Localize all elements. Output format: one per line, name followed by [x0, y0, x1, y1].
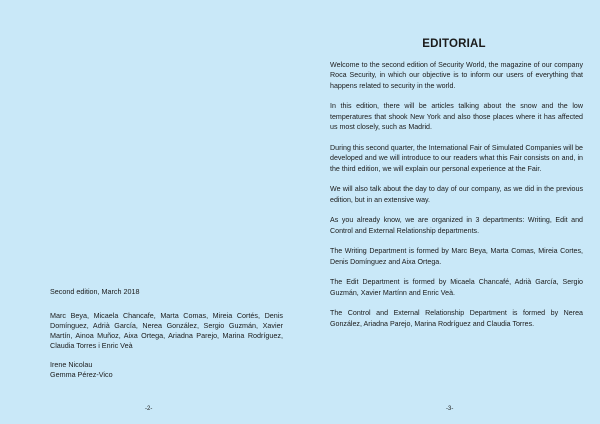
editorial-paragraph: Welcome to the second edition of Security World, the magazine of our company Roca Security, in which our objective is to inform our users of everything that happens related to security in the world.: [330, 61, 583, 90]
page-number-left: -2-: [145, 406, 153, 412]
editors-list: [50, 360, 250, 380]
edition-line: Second edition, March 2018: [50, 287, 140, 296]
editorial-body: [330, 60, 583, 339]
page-title: EDITORIAL: [422, 38, 486, 50]
right-page: [300, 0, 600, 424]
editorial-paragraph: The Edit Department is formed by Micaela Chancafé, Adrià García, Sergio Guzmán, Xavier Martínn and Enric Veà.: [330, 278, 583, 297]
page-number-right: -3-: [446, 406, 454, 412]
editorial-paragraph: The Writing Department is formed by Marc Beya, Marta Comas, Mireia Cortes, Denis Domínguez and Aixa Ortega.: [330, 247, 583, 266]
authors-list: Marc Beya, Micaela Chancafe, Marta Comas, Mireia Cortés, Denis Domínguez, Adrià García, Nerea González, Sergio Guzmán, Xavier Martín, Ainoa Muñoz, Aixa Ortega, Ariadna Parejo, Marina Rodríguez, Claudia Torres i Enric Veà: [50, 311, 283, 350]
editorial-paragraph: The Control and External Relationship Department is formed by Nerea González, Ariadna Parejo, Marina Rodríguez and Claudia Torres.: [330, 309, 583, 328]
editorial-paragraph: As you already know, we are organized in 3 departments: Writing, Edit and Control and External Relationship departments.: [330, 216, 583, 235]
editorial-paragraph: We will also talk about the day to day of our company, as we did in the previous edition, but in an extensive way.: [330, 185, 583, 204]
editorial-paragraph: During this second quarter, the International Fair of Simulated Companies will be developed and we will introduce to our readers what this Fair consists on and, in the third edition, we will explain our personal experience at the Fair.: [330, 143, 583, 173]
editor-name: Irene Nicolau: [50, 360, 93, 369]
editorial-paragraph: In this edition, there will be articles talking about the snow and the low temperatures that shook New York and also those places where it has affected us most closely, such as Madrid.: [330, 102, 583, 132]
editor-name: Gemma Pérez-Vico: [50, 370, 113, 379]
